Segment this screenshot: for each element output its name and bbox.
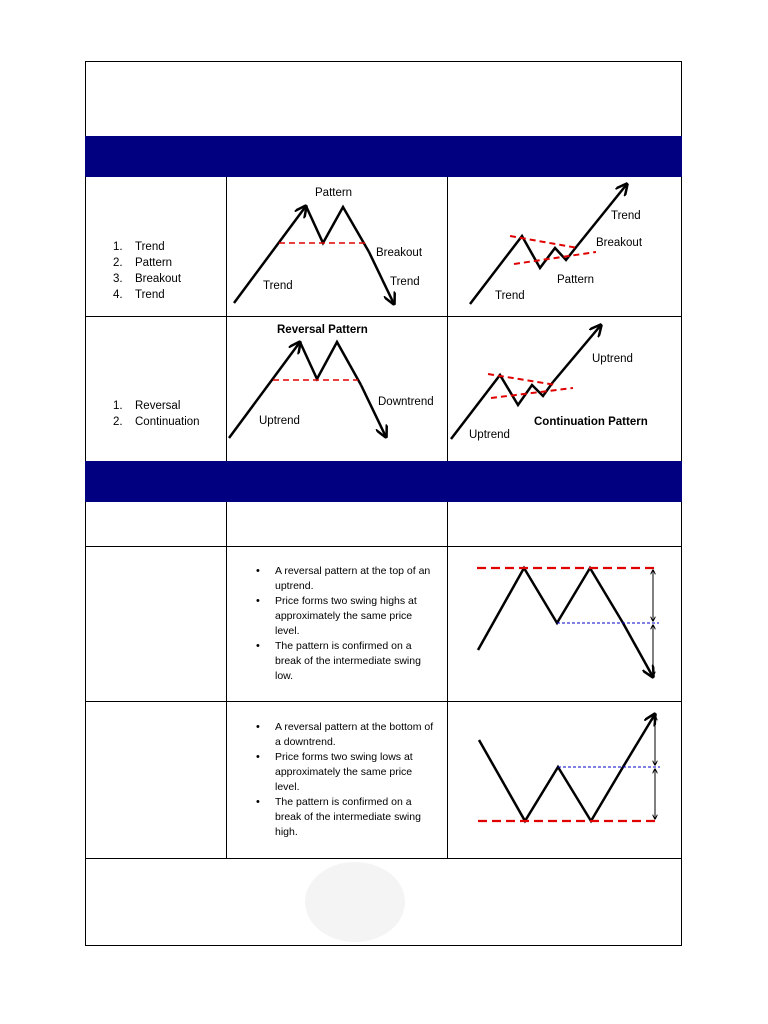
list-item: • The pattern is confirmed on a break of the intermediate swing low.: [254, 639, 434, 684]
list-item: 1. Trend: [113, 241, 165, 253]
label-uptrend-in: Uptrend: [469, 429, 510, 441]
label-trend-in: Trend: [495, 290, 525, 302]
list-item: 2. Continuation: [113, 416, 200, 428]
label-uptrend: Uptrend: [259, 415, 300, 427]
list-item: • Price forms two swing highs at approximately the same price level.: [254, 594, 434, 639]
label-downtrend: Downtrend: [378, 396, 434, 408]
list-item: 2. Pattern: [113, 257, 173, 269]
list-item: 4. Trend: [113, 289, 165, 301]
list-item: 1. Reversal: [113, 400, 181, 412]
label-reversal-pattern: Reversal Pattern: [277, 324, 368, 336]
label-breakout: Breakout: [596, 237, 643, 249]
label-breakout: Breakout: [376, 247, 423, 259]
watermark: [305, 862, 405, 942]
label-trend-in: Trend: [263, 280, 293, 292]
label-uptrend-out: Uptrend: [592, 353, 633, 365]
label-continuation-pattern: Continuation Pattern: [534, 416, 648, 428]
list-item: • The pattern is confirmed on a break of the intermediate swing high.: [254, 795, 434, 840]
label-pattern: Pattern: [315, 187, 353, 199]
label-trend-out: Trend: [611, 210, 641, 222]
label-trend-out: Trend: [390, 276, 420, 288]
list-item: • Price forms two swing lows at approximately the same price level.: [254, 750, 434, 795]
list-item: • A reversal pattern at the top of an uptrend.: [254, 564, 434, 594]
list-item: • A reversal pattern at the bottom of a downtrend.: [254, 720, 434, 750]
label-pattern: Pattern: [557, 274, 595, 286]
list-item: 3. Breakout: [113, 273, 182, 285]
